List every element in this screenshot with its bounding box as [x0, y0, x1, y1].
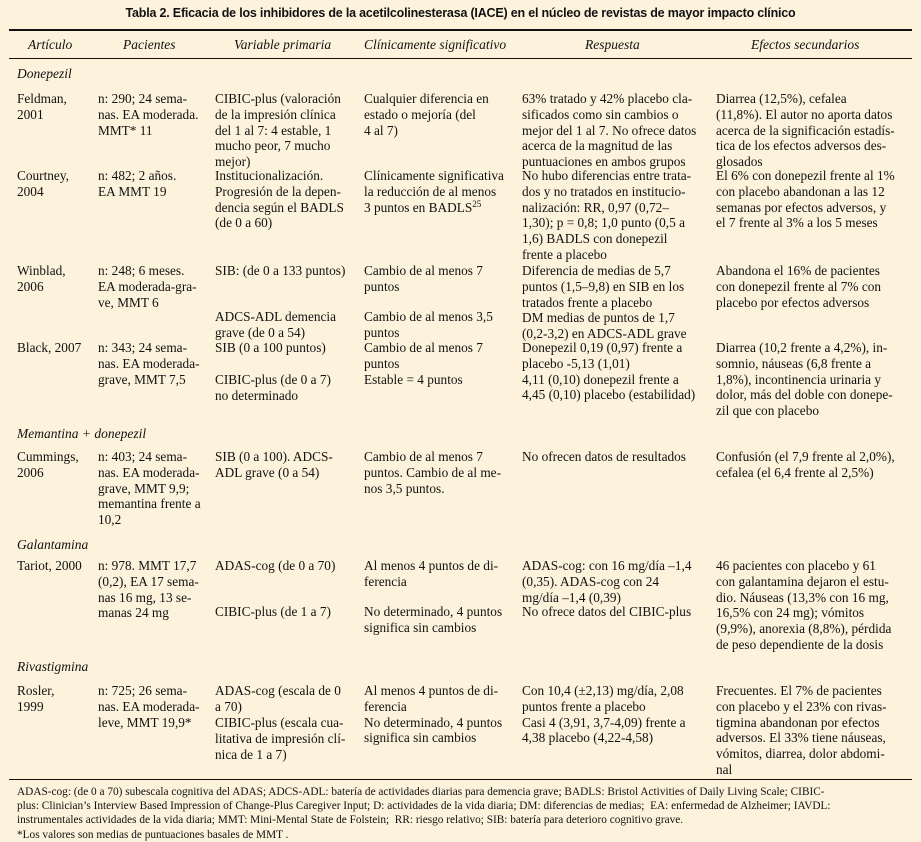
cell-articulo: Winblad, 2006: [17, 263, 66, 294]
cell-variable: SIB (0 a 100 puntos): [215, 340, 326, 355]
cell-clinica: Cambio de al menos 7 puntos: [364, 263, 483, 294]
cell-efectos: Diarrea (10,2 frente a 4,2%), in- somnio, náuseas (6,8 frente a 1,8%), incontinencia urinaria y dolor, más del doble con donepe- zil que con placebo: [716, 340, 893, 419]
cell-clinica: Al menos 4 puntos de di- ferencia No determinado, 4 puntos significa sin cambios: [364, 683, 503, 746]
cell-variable: ADAS-cog (de 0 a 70): [215, 558, 336, 573]
cell-clinica: Estable = 4 puntos: [364, 372, 463, 387]
section-galantamina: Galantamina: [17, 537, 89, 552]
cell-variable: CIBIC-plus (valoración de la impresión clínica del 1 al 7: 4 estable, 1 mucho peor, 7 mucho mejor): [215, 91, 341, 170]
header-variable: Variable primaria: [234, 37, 332, 52]
cell-variable: SIB: (de 0 a 133 puntos): [215, 263, 346, 278]
section-donepezil: Donepezil: [17, 66, 72, 81]
cell-respuesta: No ofrecen datos de resultados: [522, 449, 686, 464]
cell-clinica: [364, 168, 504, 215]
cell-efectos: Confusión (el 7,9 frente al 2,0%), cefalea (el 6,4 frente al 2,5%): [716, 449, 895, 480]
cell-efectos: 46 pacientes con placebo y 61 con galantamina dejaron el estu- dio. Náuseas (13,3% con 16 mg, 16,5% con 24 mg); vómitos (9,9%), anorexia (8,8%), pérdida de peso dependiente de la dosis: [716, 558, 892, 652]
cell-respuesta: Diferencia de medias de 5,7 puntos (1,5–9,8) en SIB en los tratados frente a placebo DM medias de puntos de 1,7 (0,2-3,2) en ADCS-ADL grave: [522, 263, 687, 342]
cell-articulo: Tariot, 2000: [17, 558, 82, 573]
cell-clinica: Cambio de al menos 7 puntos: [364, 340, 483, 371]
cell-variable: ADCS-ADL demencia grave (de 0 a 54): [215, 309, 336, 340]
header-efectos: Efectos secundarios: [751, 37, 860, 52]
cell-articulo: Rosler, 1999: [17, 683, 55, 714]
cell-articulo: Black, 2007: [17, 340, 82, 355]
cell-variable: CIBIC-plus (escala cua- litativa de impresión clí- nica de 1 a 7): [215, 715, 346, 762]
cell-efectos: Abandona el 16% de pacientes con donepezil frente al 7% con placebo por efectos adversos: [716, 263, 882, 310]
cell-pacientes: n: 248; 6 meses. EA moderada-gra- ve, MMT 6: [98, 263, 197, 310]
section-memantina: Memantina + donepezil: [17, 426, 147, 441]
cell-respuesta: 63% tratado y 42% placebo cla- sificados como sin cambios o mejor del 1 al 7. No ofrece datos acerca de la magnitud de las puntuaciones en ambos grupos: [522, 91, 697, 170]
cell-clinica: No determinado, 4 puntos significa sin cambios: [364, 604, 503, 635]
cell-pacientes: n: 403; 24 sema- nas. EA moderada- grave, MMT 9,9; memantina frente a 10,2: [98, 449, 201, 528]
cell-respuesta: No hubo diferencias entre trata- dos y no tratados en institucio- nalización: RR, 0,97 (0,72– 1,30); p = 0,8; 1,0 punto (0,5 a 1,6) BADLS con donepezil frente a placebo: [522, 168, 692, 262]
top-rule: [9, 29, 912, 31]
header-clinica: Clínicamente significativo: [364, 37, 507, 52]
cell-efectos: Frecuentes. El 7% de pacientes con placebo y el 23% con rivas- tigmina abandonan por efectos adversos. El 33% tiene náuseas, vómitos, diarrea, dolor abdomi- nal: [716, 683, 887, 777]
cell-variable: CIBIC-plus (de 0 a 7) no determinado: [215, 372, 331, 403]
table-title: Tabla 2. Eficacia de los inhibidores de la acetilcolinesterasa (IACE) en el núcleo de revistas de mayor impacto clínico: [125, 6, 796, 20]
header-respuesta: Respuesta: [585, 37, 640, 52]
cell-respuesta: Con 10,4 (±2,13) mg/día, 2,08 puntos frente a placebo Casi 4 (3,91, 3,7-4,09) frente a 4,38 placebo (4,22-4,58): [522, 683, 686, 746]
cell-efectos: El 6% con donepezil frente al 1% con placebo abandonan a las 12 semanas por efectos adversos, y el 7 frente al 3% a los 5 meses: [716, 168, 895, 231]
cell-clinica: Cambio de al menos 3,5 puntos: [364, 309, 493, 340]
cell-variable: SIB (0 a 100). ADCS- ADL grave (0 a 54): [215, 449, 333, 480]
cell-variable: Institucionalización. Progresión de la depen- dencia según el BADLS (de 0 a 60): [215, 168, 344, 231]
cell-variable: CIBIC-plus (de 1 a 7): [215, 604, 331, 619]
cell-articulo: Courtney, 2004: [17, 168, 69, 199]
cell-pacientes: n: 482; 2 años. EA MMT 19: [98, 168, 177, 199]
cell-articulo: Cummings, 2006: [17, 449, 79, 480]
cell-clinica: Cambio de al menos 7 puntos. Cambio de al me- nos 3,5 puntos.: [364, 449, 502, 496]
cell-pacientes: n: 290; 24 sema- nas. EA moderada. MMT* 11: [98, 91, 199, 138]
cell-efectos: Diarrea (12,5%), cefalea (11,8%). El autor no aporta datos acerca de la significación estadís- tica de los efectos adversos des- glosados: [716, 91, 895, 170]
cell-pacientes: n: 978. MMT 17,7 (0,2), EA 17 sema- nas 16 mg, 13 se- manas 24 mg: [98, 558, 199, 621]
header-pacientes: Pacientes: [123, 37, 176, 52]
header-rule: [9, 58, 912, 59]
cell-respuesta: No ofrece datos del CIBIC-plus: [522, 604, 692, 619]
reference-sup: 25: [472, 198, 482, 209]
cell-variable: ADAS-cog (escala de 0 a 70): [215, 683, 341, 714]
cell-clinica: Al menos 4 puntos de di- ferencia: [364, 558, 499, 589]
bottom-rule: [9, 779, 912, 780]
section-rivastigmina: Rivastigmina: [17, 659, 89, 674]
cell-respuesta: Donepezil 0,19 (0,97) frente a placebo -5,13 (1,01) 4,11 (0,10) donepezil frente a 4,45 (0,10) placebo (estabilidad): [522, 340, 696, 403]
clinica-text: Clínicamente significativa la reducción de al menos 3 puntos en BADLS: [364, 168, 504, 215]
cell-clinica: Cualquier diferencia en estado o mejoría (del 4 al 7): [364, 91, 489, 138]
cell-articulo: Feldman, 2001: [17, 91, 67, 122]
header-articulo: Artículo: [28, 37, 73, 52]
footnote: ADAS-cog: (de 0 a 70) subescala cognitiva del ADAS; ADCS-ADL: batería de actividades diarias para demencia grave; BADLS: Bristol Activities of Daily Living Scale; CIBIC- plus: Clinician’s Interview Based Impression of Change-Plus Caregiver Input; D: actividades de la vida diaria; DM: diferencias de medias; EA: enfermedad de Alzheimer; IAVDL: instrumentales actividades de la vida diaria; MMT: Mini-Mental State de Folstein; RR: riesgo relativo; SIB: batería para deterioro cognitivo grave. *Los valores son medias de puntuaciones basales de MMT .: [17, 786, 831, 841]
cell-respuesta: ADAS-cog: con 16 mg/día –1,4 (0,35). ADAS-cog con 24 mg/día –1,4 (0,39): [522, 558, 692, 605]
cell-pacientes: n: 725; 26 sema- nas. EA moderada- leve, MMT 19,9*: [98, 683, 200, 730]
cell-pacientes: n: 343; 24 sema- nas. EA moderada- grave, MMT 7,5: [98, 340, 200, 387]
